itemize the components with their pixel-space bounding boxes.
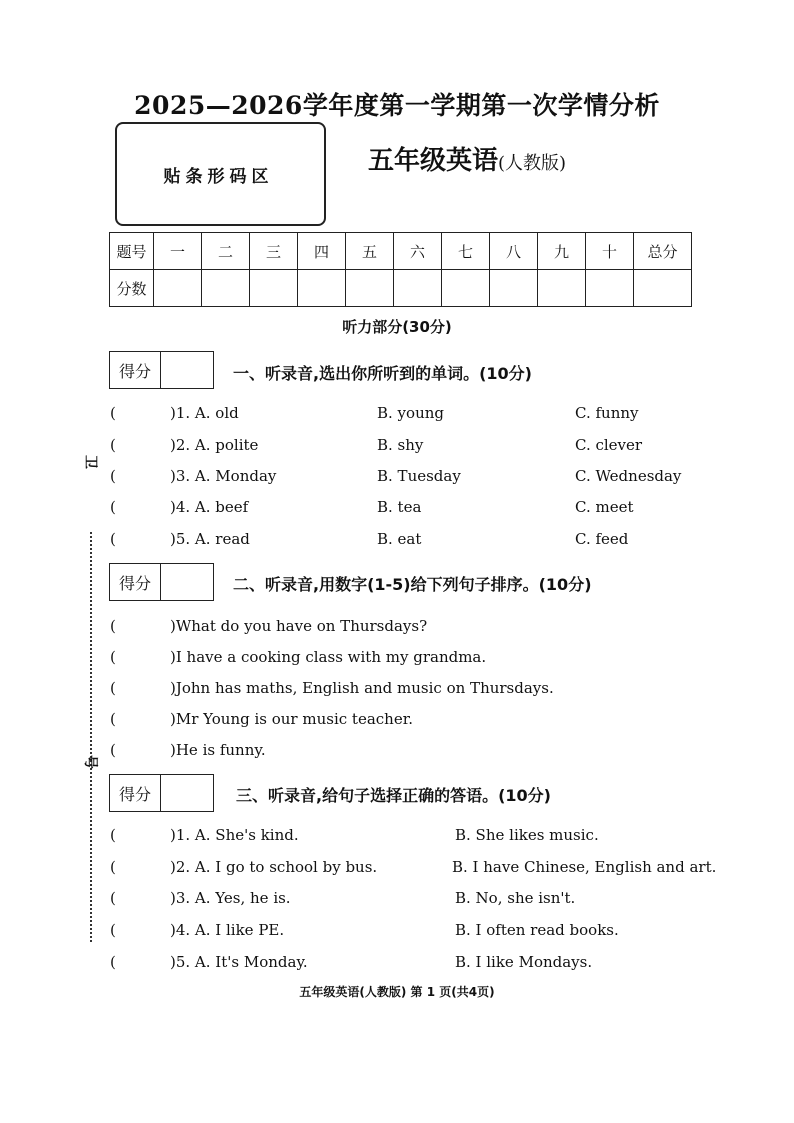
sentence: )What do you have on Thursdays?: [170, 617, 428, 635]
option-a: )3. A. Yes, he is.: [170, 889, 291, 907]
section2-title: 二、听录音,用数字(1-5)给下列句子排序。(10分): [233, 575, 592, 594]
answer-paren[interactable]: (: [110, 889, 116, 907]
option-a: )4. A. I like PE.: [170, 921, 285, 939]
answer-paren[interactable]: (: [110, 679, 116, 697]
score-table-cell: 三: [250, 233, 298, 270]
answer-paren[interactable]: (: [110, 826, 116, 844]
answer-paren[interactable]: (: [110, 617, 116, 635]
score-table-cell: 分数: [110, 270, 154, 307]
answer-paren[interactable]: (: [110, 710, 116, 728]
score-box-input[interactable]: [161, 352, 213, 388]
score-table-cell: 五: [346, 233, 394, 270]
answer-paren[interactable]: (: [110, 530, 116, 548]
answer-paren[interactable]: (: [110, 467, 116, 485]
score-box: [109, 774, 214, 812]
binding-dotted-line: [90, 532, 92, 942]
subject-title: [368, 140, 566, 177]
option-a: )1. A. old: [170, 404, 239, 422]
score-box: [109, 351, 214, 389]
answer-paren[interactable]: (: [110, 404, 116, 422]
score-box-label: 得分: [110, 564, 161, 600]
option-b: B. Tuesday: [377, 467, 461, 485]
sentence: )John has maths, English and music on Thursdays.: [170, 679, 554, 697]
score-table-cell: 题号: [110, 233, 154, 270]
score-box: [109, 563, 214, 601]
score-box-input[interactable]: [161, 564, 213, 600]
subject-edition: (人教版): [498, 153, 567, 174]
score-box-input[interactable]: [161, 775, 213, 811]
score-table-cell: 总分: [634, 233, 692, 270]
score-input-cell[interactable]: [154, 270, 202, 307]
score-input-cell[interactable]: [442, 270, 490, 307]
listening-heading: 听力部分(30分): [342, 318, 452, 336]
page-footer: 五年级英语(人教版) 第 1 页(共4页): [299, 985, 495, 999]
score-table-cell: 四: [298, 233, 346, 270]
answer-paren[interactable]: (: [110, 741, 116, 759]
score-input-cell[interactable]: [394, 270, 442, 307]
score-box-label: 得分: [110, 352, 161, 388]
score-box-label: 得分: [110, 775, 161, 811]
option-b: B. tea: [377, 498, 422, 516]
score-table-score-row: [110, 270, 692, 307]
score-table: [109, 232, 692, 307]
section3-title: 三、听录音,给句子选择正确的答语。(10分): [236, 786, 551, 805]
sentence: )Mr Young is our music teacher.: [170, 710, 413, 728]
option-b: B. eat: [377, 530, 422, 548]
answer-paren[interactable]: (: [110, 648, 116, 666]
option-b: B. I often read books.: [455, 921, 619, 939]
score-input-cell[interactable]: [202, 270, 250, 307]
option-c: C. clever: [575, 436, 643, 454]
option-a: )5. A. It's Monday.: [170, 953, 308, 971]
score-input-cell[interactable]: [250, 270, 298, 307]
score-table-cell: 二: [202, 233, 250, 270]
answer-paren[interactable]: (: [110, 436, 116, 454]
option-a: )1. A. She's kind.: [170, 826, 299, 844]
score-input-cell[interactable]: [586, 270, 634, 307]
section1-title: 一、听录音,选出你所听到的单词。(10分): [233, 364, 532, 383]
answer-paren[interactable]: (: [110, 858, 116, 876]
score-input-cell[interactable]: [634, 270, 692, 307]
score-input-cell[interactable]: [490, 270, 538, 307]
option-b: B. I like Mondays.: [455, 953, 593, 971]
option-a: )3. A. Monday: [170, 467, 277, 485]
option-b: B. She likes music.: [455, 826, 599, 844]
sentence: )I have a cooking class with my grandma.: [170, 648, 487, 666]
option-b: B. young: [377, 404, 444, 422]
option-c: C. funny: [575, 404, 639, 422]
score-input-cell[interactable]: [346, 270, 394, 307]
score-table-cell: 八: [490, 233, 538, 270]
option-c: C. Wednesday: [575, 467, 682, 485]
sentence: )He is funny.: [170, 741, 266, 759]
option-b: B. No, she isn't.: [455, 889, 576, 907]
answer-paren[interactable]: (: [110, 953, 116, 971]
barcode-label: 贴条形码区: [163, 167, 274, 187]
score-table-cell: 九: [538, 233, 586, 270]
binding-mark-upper: 卫: [82, 455, 98, 469]
score-table-cell: 六: [394, 233, 442, 270]
option-a: )2. A. I go to school by bus.: [170, 858, 378, 876]
score-table-cell: 七: [442, 233, 490, 270]
score-input-cell[interactable]: [538, 270, 586, 307]
option-a: )2. A. polite: [170, 436, 259, 454]
binding-mark-lower: 号: [82, 755, 98, 769]
option-a: )4. A. beef: [170, 498, 249, 516]
score-input-cell[interactable]: [298, 270, 346, 307]
option-b: B. I have Chinese, English and art.: [452, 858, 717, 876]
option-c: C. meet: [575, 498, 634, 516]
exam-title: 2025—2026学年度第一学期第一次学情分析: [134, 91, 660, 120]
score-table-header-row: [110, 233, 692, 270]
answer-paren[interactable]: (: [110, 921, 116, 939]
subject-name: 五年级英语: [368, 146, 499, 176]
score-table-cell: 一: [154, 233, 202, 270]
answer-paren[interactable]: (: [110, 498, 116, 516]
option-a: )5. A. read: [170, 530, 250, 548]
score-table-cell: 十: [586, 233, 634, 270]
option-c: C. feed: [575, 530, 629, 548]
option-b: B. shy: [377, 436, 424, 454]
